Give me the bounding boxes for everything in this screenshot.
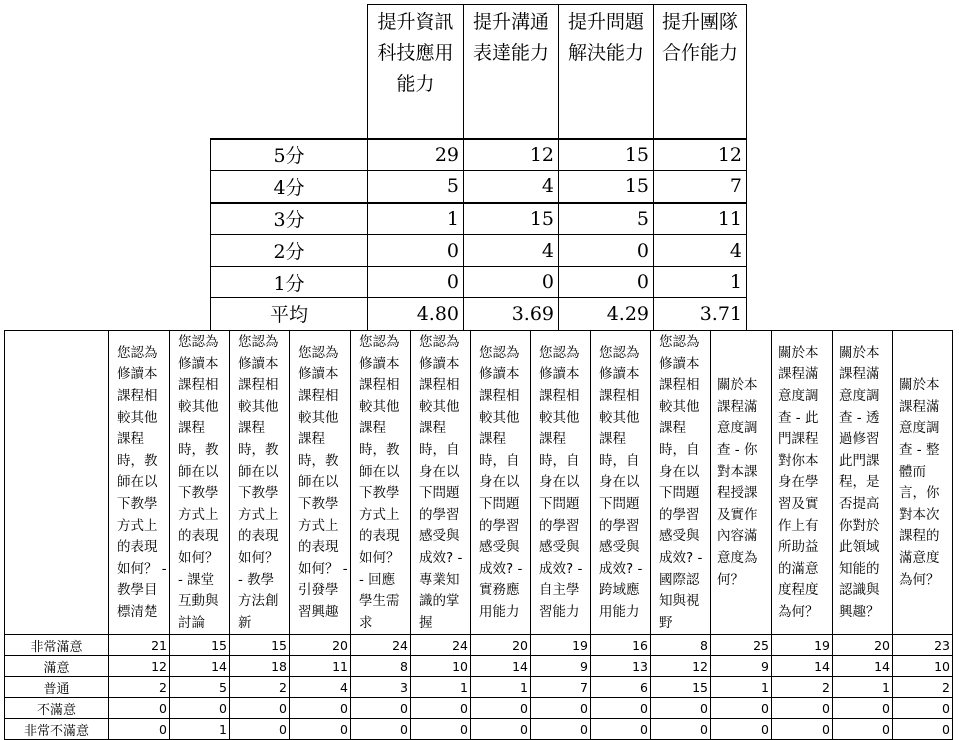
table-cell: 24 (411, 635, 471, 656)
table-cell: 1 (711, 677, 772, 698)
table-cell: 14 (833, 656, 893, 677)
table-cell: 6 (591, 677, 651, 698)
table-cell: 12 (651, 656, 711, 677)
table-cell: 15 (559, 139, 654, 171)
table-row (5, 719, 953, 740)
average-cell: 4.80 (368, 298, 464, 330)
table-cell: 0 (711, 698, 772, 719)
table-cell: 9 (531, 656, 591, 677)
table-cell: 1 (411, 677, 471, 698)
table-cell: 13 (591, 656, 651, 677)
question-header: 關於本課程滿意度調查 - 透過修習此門課程，是否提高你對於此領域知能的認識與興趣？ (833, 331, 893, 635)
row-label: 4分 (211, 171, 368, 203)
question-header: 關於本課程滿意度調查 - 整體而言，你對本次課程的滿意度為何？ (893, 331, 953, 635)
table-row (211, 235, 747, 267)
table-cell: 8 (651, 635, 711, 656)
table-cell: 0 (591, 719, 651, 740)
table-cell: 0 (711, 719, 772, 740)
table-cell: 0 (290, 719, 351, 740)
table-cell: 0 (411, 719, 471, 740)
table-cell: 12 (109, 656, 170, 677)
table-cell: 14 (471, 656, 531, 677)
question-header: 您認為修讀本課程相較其他課程時，教師在以下教學方式上的表現如何？ - 教學目標清楚 (109, 331, 170, 635)
corner-cell (5, 331, 109, 635)
table-row (5, 656, 953, 677)
question-header: 關於本課程滿意度調查 - 此門課程對你本身在學習及實作上有所助益的滿意度程度為何？ (772, 331, 833, 635)
table-cell: 19 (531, 635, 591, 656)
table-cell: 0 (559, 267, 654, 298)
table-cell: 0 (591, 698, 651, 719)
satisfaction-table (4, 330, 953, 740)
question-header: 您認為修讀本課程相較其他課程時，自身在以下問題的學習感受與成效? - 國際認知與視野 (651, 331, 711, 635)
question-header: 您認為修讀本課程相較其他課程時，自身在以下問題的學習感受與成效? - 專業知識的掌握 (411, 331, 471, 635)
table-cell: 23 (893, 635, 953, 656)
row-label: 滿意 (5, 656, 109, 677)
table-cell: 0 (772, 698, 833, 719)
table-cell: 0 (651, 719, 711, 740)
table-cell: 1 (654, 267, 747, 298)
average-cell: 4.29 (559, 298, 654, 330)
question-header: 您認為修讀本課程相較其他課程時，自身在以下問題的學習感受與成效? - 跨域應用能力 (591, 331, 651, 635)
table-cell: 0 (893, 719, 953, 740)
table-cell: 10 (893, 656, 953, 677)
row-label: 5分 (211, 139, 368, 171)
table-cell: 2 (772, 677, 833, 698)
table-row (211, 171, 747, 203)
table-cell: 4 (464, 235, 559, 267)
table-cell: 0 (411, 698, 471, 719)
table-cell: 14 (772, 656, 833, 677)
table-cell: 0 (471, 698, 531, 719)
table-cell: 0 (464, 267, 559, 298)
table-row (211, 267, 747, 298)
table-cell: 2 (893, 677, 953, 698)
header-cell: 提升資訊科技應用能力 (368, 5, 464, 139)
row-label: 非常不滿意 (5, 719, 109, 740)
table-cell: 0 (651, 698, 711, 719)
table-cell: 3 (351, 677, 411, 698)
table-cell: 24 (351, 635, 411, 656)
table-cell: 10 (411, 656, 471, 677)
question-header: 您認為修讀本課程相較其他課程時，自身在以下問題的學習感受與成效? - 實務應用能力 (471, 331, 531, 635)
table-cell: 8 (351, 656, 411, 677)
table-cell: 1 (368, 203, 464, 235)
row-label: 平均 (211, 298, 368, 330)
row-label: 不滿意 (5, 698, 109, 719)
table-cell: 0 (471, 719, 531, 740)
table-cell: 5 (368, 171, 464, 203)
table-cell: 15 (464, 203, 559, 235)
question-header: 關於本課程滿意度調查 - 你對本課程授課及實作內容滿意度為何？ (711, 331, 772, 635)
table-cell: 16 (591, 635, 651, 656)
table-cell: 4 (654, 235, 747, 267)
table-cell: 0 (170, 698, 230, 719)
table-cell: 4 (290, 677, 351, 698)
table-cell: 12 (464, 139, 559, 171)
row-label: 3分 (211, 203, 368, 235)
table-cell: 0 (230, 719, 290, 740)
table-cell: 0 (351, 698, 411, 719)
table-cell: 15 (230, 635, 290, 656)
table-row (5, 698, 953, 719)
table-cell: 1 (471, 677, 531, 698)
question-header-row (5, 331, 953, 635)
row-label: 非常滿意 (5, 635, 109, 656)
question-header: 您認為修讀本課程相較其他課程時，教師在以下教學方式上的表現如何？ - 教學方法創新 (230, 331, 290, 635)
table-cell: 11 (290, 656, 351, 677)
table-cell: 0 (559, 235, 654, 267)
table-cell: 2 (230, 677, 290, 698)
table-cell: 0 (893, 698, 953, 719)
row-label: 2分 (211, 235, 368, 267)
table-cell: 0 (290, 698, 351, 719)
table-cell: 0 (109, 698, 170, 719)
header-cell: 提升溝通表達能力 (464, 5, 559, 139)
table-cell: 29 (368, 139, 464, 171)
question-header: 您認為修讀本課程相較其他課程時，教師在以下教學方式上的表現如何？ - 引發學習興趣 (290, 331, 351, 635)
table-cell: 9 (711, 656, 772, 677)
table-cell: 4 (464, 171, 559, 203)
skills-header-row (211, 5, 747, 139)
skills-score-table (210, 4, 747, 330)
table-cell: 0 (833, 698, 893, 719)
table-cell: 0 (109, 719, 170, 740)
header-cell: 提升問題解決能力 (559, 5, 654, 139)
table-cell: 20 (290, 635, 351, 656)
corner-cell (211, 5, 368, 139)
table-cell: 0 (833, 719, 893, 740)
table-cell: 7 (531, 677, 591, 698)
table-cell: 20 (471, 635, 531, 656)
table-cell: 15 (170, 635, 230, 656)
average-cell: 3.69 (464, 298, 559, 330)
table-cell: 7 (654, 171, 747, 203)
table-cell: 0 (230, 698, 290, 719)
table-cell: 0 (368, 267, 464, 298)
question-header: 您認為修讀本課程相較其他課程時，自身在以下問題的學習感受與成效? - 自主學習能力 (531, 331, 591, 635)
average-cell: 3.71 (654, 298, 747, 330)
table-cell: 12 (654, 139, 747, 171)
table-cell: 11 (654, 203, 747, 235)
table-cell: 0 (368, 235, 464, 267)
table-cell: 0 (531, 698, 591, 719)
table-cell: 21 (109, 635, 170, 656)
table-cell: 15 (559, 171, 654, 203)
table-cell: 5 (170, 677, 230, 698)
table-cell: 20 (833, 635, 893, 656)
question-header: 您認為修讀本課程相較其他課程時，教師在以下教學方式上的表現如何？ - 回應學生需求 (351, 331, 411, 635)
table-cell: 25 (711, 635, 772, 656)
table-cell: 19 (772, 635, 833, 656)
table-cell: 14 (170, 656, 230, 677)
header-cell: 提升團隊合作能力 (654, 5, 747, 139)
table-cell: 1 (170, 719, 230, 740)
table-cell: 0 (351, 719, 411, 740)
table-row (5, 677, 953, 698)
row-label: 普通 (5, 677, 109, 698)
table-cell: 1 (833, 677, 893, 698)
table-cell: 0 (772, 719, 833, 740)
table-row (211, 139, 747, 171)
table-cell: 0 (531, 719, 591, 740)
question-header: 您認為修讀本課程相較其他課程時，教師在以下教學方式上的表現如何？ - 課堂互動與討論 (170, 331, 230, 635)
average-row (211, 298, 747, 330)
row-label: 1分 (211, 267, 368, 298)
table-cell: 2 (109, 677, 170, 698)
table-cell: 18 (230, 656, 290, 677)
table-row (211, 203, 747, 235)
table-row (5, 635, 953, 656)
table-cell: 15 (651, 677, 711, 698)
table-cell: 5 (559, 203, 654, 235)
